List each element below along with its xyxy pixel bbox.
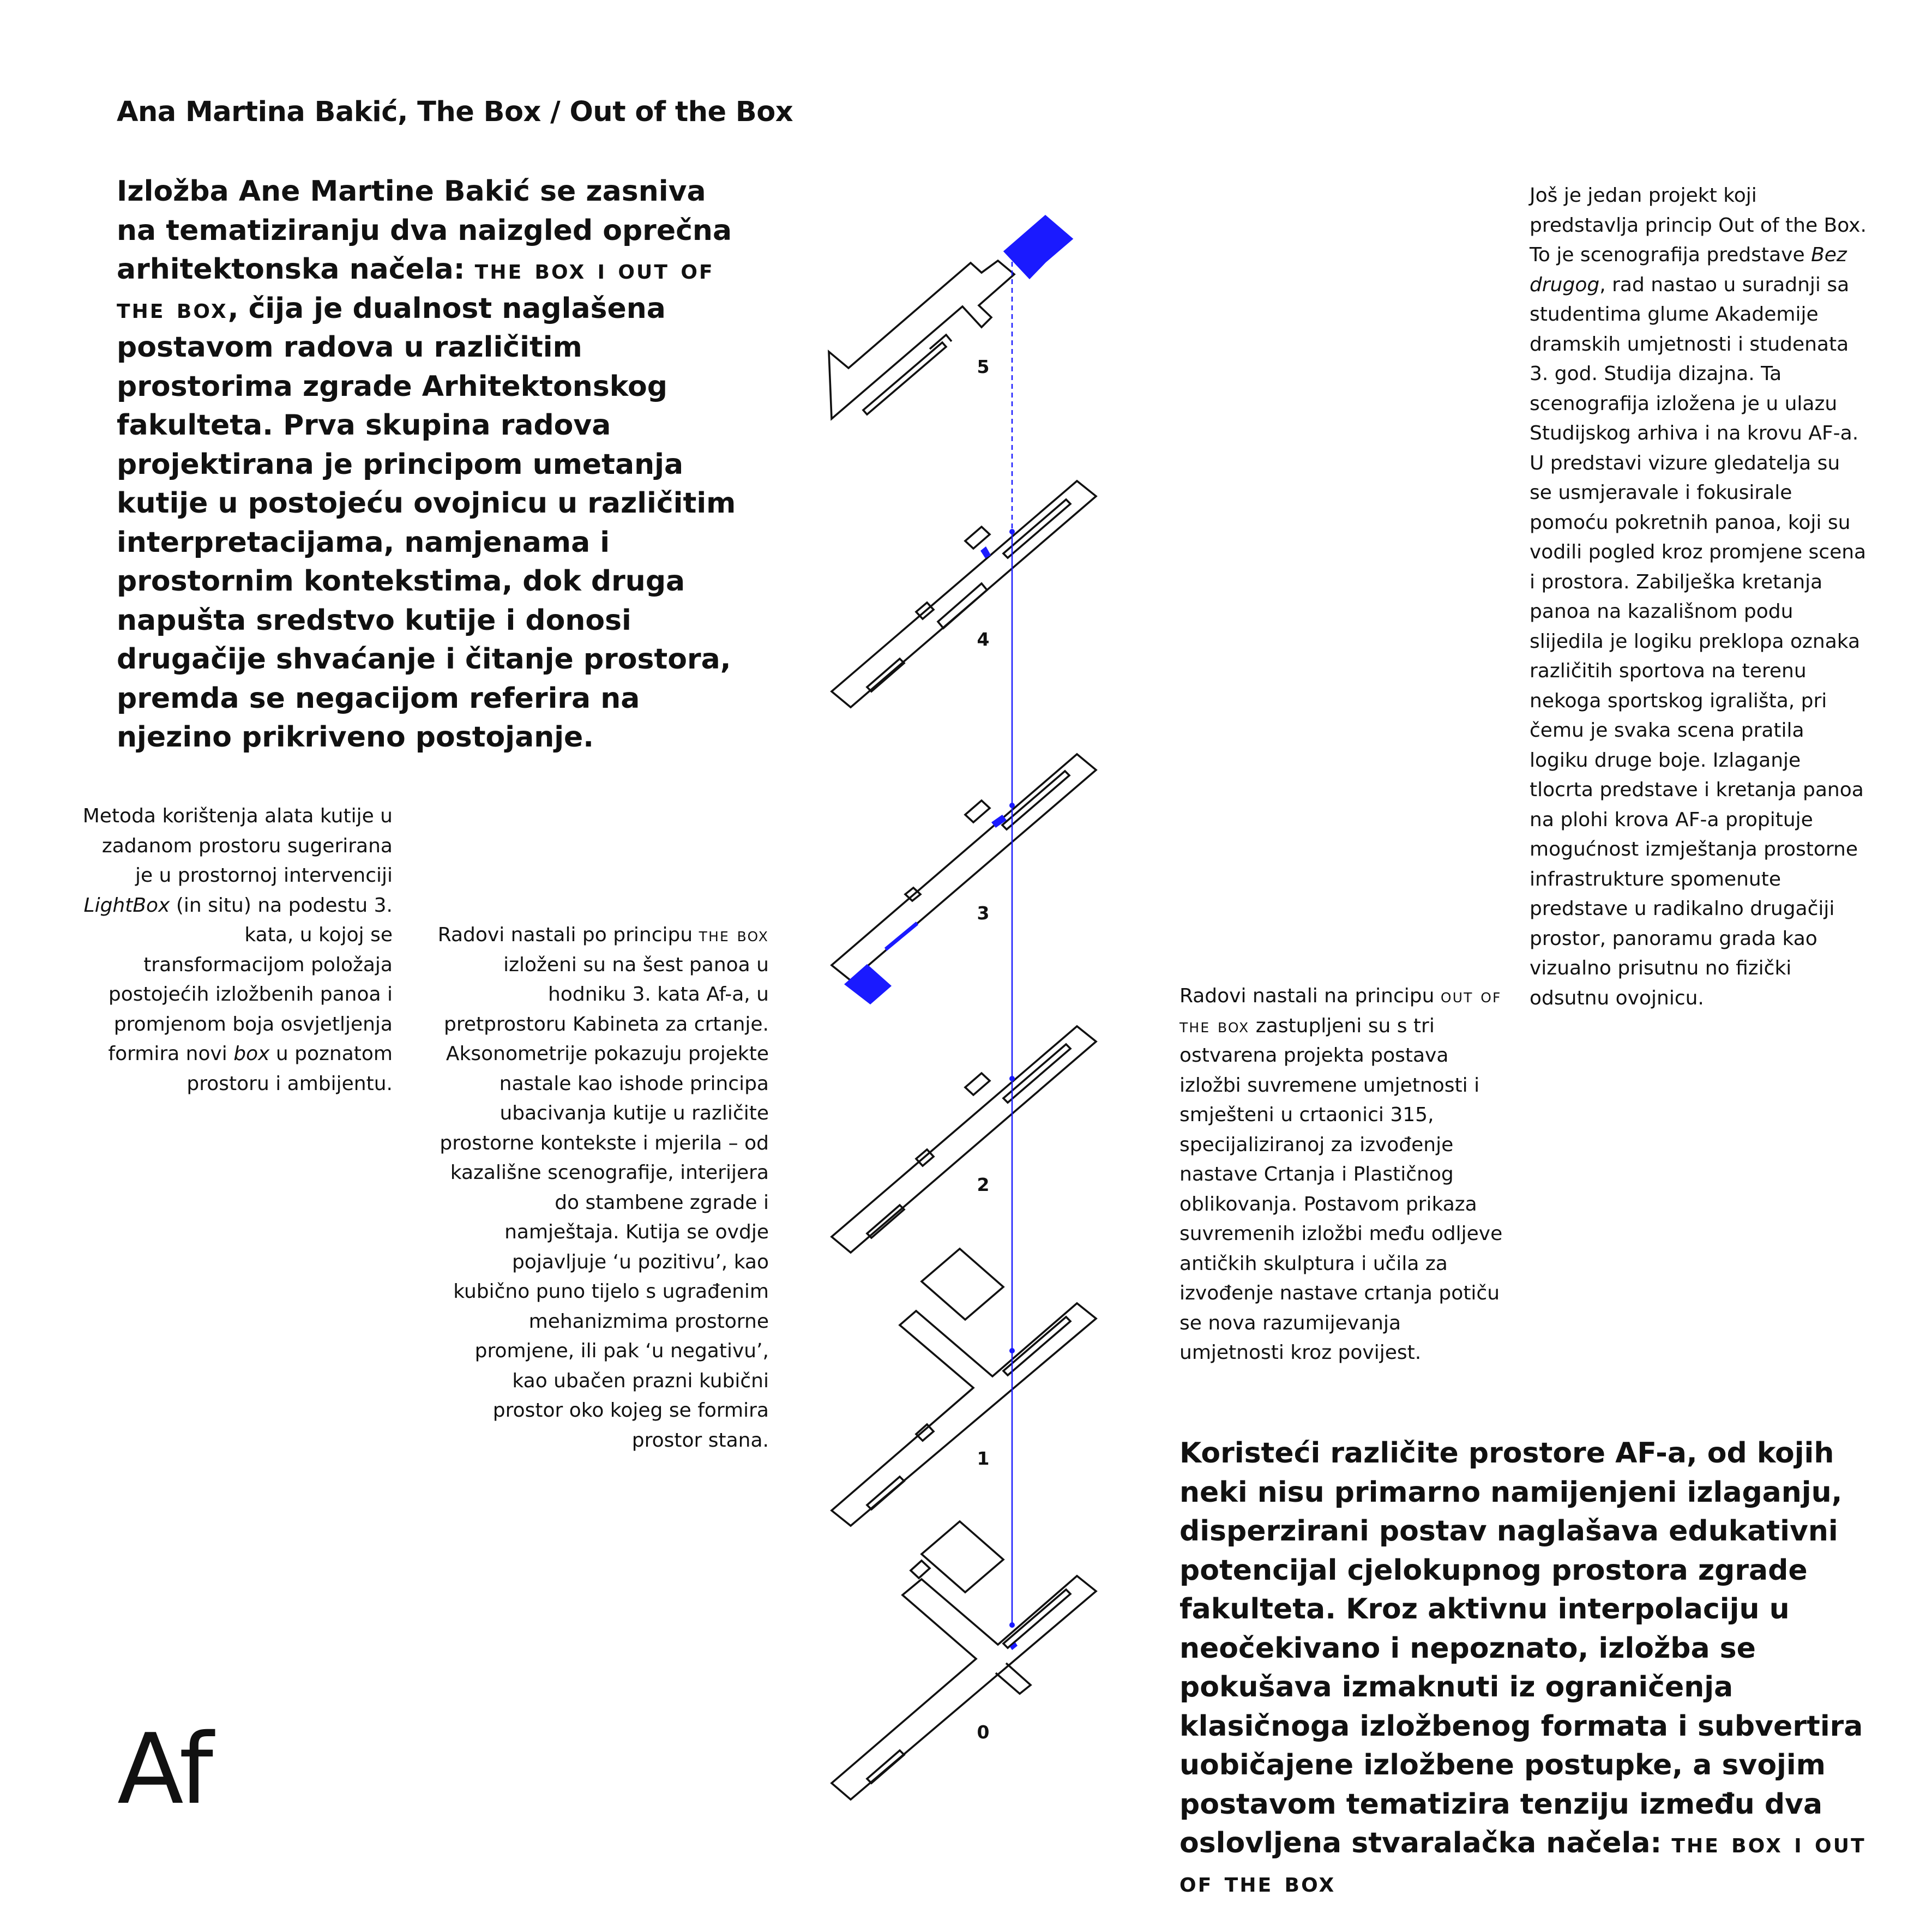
floor-2-label: 2 [977,1174,990,1195]
floor-1-plan [832,1249,1096,1526]
floor-5-plan [829,216,1072,419]
page-title: Ana Martina Bakić, The Box / Out of the Box [117,96,793,128]
floor-0-plan [832,1521,1096,1799]
vertical-link-line [1009,262,1018,1650]
closing-text: Koristeći različite prostore AF-a, od kojih neki nisu primarno namijenjeni izlaganju, disperzirani postav naglašava edukativni potencijal cjelokupnog prostora zgrade fakulteta. Kroz aktivnu interpolaciju u neočekivano i nepoznato, izložba se pokušava izmaknuti iz ograničenja klasičnoga izložbenog formata i subvertira uobičajene izložbene postupke, a svojim postavom tematizira tenziju između dva oslovljena stvaralačka načela: [1179,1437,1863,1859]
intro-text-end: , čija je dualnost naglašena postavom radova u različitim prostorima zgrade Arhitektonskog fakulteta. Prva skupina radova projektirana je principom umetanja kutije u postojeću ovojnicu u različitim interpretacijama, namjenama i prostornim kontekstima, dok druga napušta sredstvo kutije i donosi drugačije shvaćanje i čitanje prostora, premda se negacijom referira na njezino prikriveno postojanje. [117,292,736,754]
floor-5-label: 5 [977,356,990,377]
the-box-note-text-2: izloženi su na šest panoa u hodniku 3. kata Af-a, u pretprostoru Kabineta za crtanje. Aksonometrije pokazuju projekte nastale kao ishode principa ubacivanja kutije u različite prostorne kontekste i mjerila – od kazališne scenografije, interijera do stambene zgrade i namještaja. Kutija se ovdje pojavljuje ‘u pozitivu’, kao kubično puno tijelo s ugrađenim mehanizmima prostorne promjene, ili pak ‘u negativu’, kao ubačen prazni kubični prostor oko kojeg se formira prostor stana. [440,953,769,1452]
scenography-note-italic: Bez drugog [1530,244,1847,296]
floor-3-panel-accent [884,922,918,951]
floor-4-label: 4 [977,629,990,650]
floor-4-plan [832,481,1096,707]
the-box-note-text-1: Radovi nastali po principu [437,924,699,946]
lightbox-note-text-1: Metoda korištenja alata kutije u zadanom prostoru sugerirana je u prostornoj intervenciji [82,805,393,887]
lightbox-note-text-3: u poznatom prostoru i ambijentu. [186,1043,393,1095]
lightbox-note-italic-1: LightBox [83,894,170,917]
closing-smallcaps: the box i out of the box [1179,1827,1866,1899]
out-of-the-box-note-text-2: zastupljeni su s tri ostvarena projekta postava izložbi suvremene umjetnosti i smješteni u crtaonici 315, specijaliziranoj za izvođenje nastave Crtanja i Plastičnog oblikovanja. Postavom prikaza suvremenih izložbi među odljeve antičkih skulptura i učila za izvođenje nastave crtanja potiču se nova razumijevanja umjetnosti kroz povijest. [1179,1014,1503,1364]
af-logo: Af [117,1713,213,1826]
floor-1-label: 1 [977,1448,990,1469]
floor-0-label: 0 [977,1722,990,1743]
the-box-note-smallcaps: the box [699,924,769,946]
lightbox-note-italic-2: box [233,1043,270,1065]
floor-3-box-accent [844,964,892,1004]
floor-3-plan [832,754,1096,1004]
floor-3-label: 3 [977,902,990,924]
lightbox-note-text-2: (in situ) na podestu 3. kata, u kojoj se transformacijom položaja postojećih izložbenih panoa i promjenom boja osvjetljenja formira novi [108,894,393,1065]
floor-2-plan [832,1026,1096,1253]
scenography-note-text-2: , rad nastao u suradnji sa studentima glume Akademije dramskih umjetnosti i studenata 3. god. Studija dizajna. Ta scenografija izložena je u ulazu Studijskog arhiva i na krovu AF-a. U predstavi vizure gledatelja su se usmjeravale i fokusirale pomoću pokretnih panoa, koji su vodili pogled kroz promjene scena i prostora. Zabilješka kretanja panoa na kazališnom podu slijedila je logiku preklopa oznaka različitih sportova na terenu nekoga sportskog igrališta, pri čemu je svaka scena pratila logiku druge boje. Izlaganje tlocrta predstave i kretanja panoa na plohi krova AF-a propituje mogućnost izmještanja prostorne infrastrukture spomenute predstave u radikalno drugačiji prostor, panoramu grada kao vizualno prisutnu no fizički odsutnu ovojnicu. [1530,273,1867,1009]
intro-text-start: Izložba Ane Martine Bakić se zasniva na tematiziranju dva naizgled oprečna arhitektonska načela: [117,175,732,286]
out-of-the-box-note-text-1: Radovi nastali na principu [1179,985,1441,1007]
scenography-note-text-1: Još je jedan projekt koji predstavlja princip Out of the Box. To je scenografija predstave [1530,184,1867,266]
intro-smallcaps: the box i out of the box [117,253,714,325]
out-of-the-box-note-smallcaps: out of the box [1179,985,1502,1037]
floor-5-box-accent [1004,216,1072,278]
